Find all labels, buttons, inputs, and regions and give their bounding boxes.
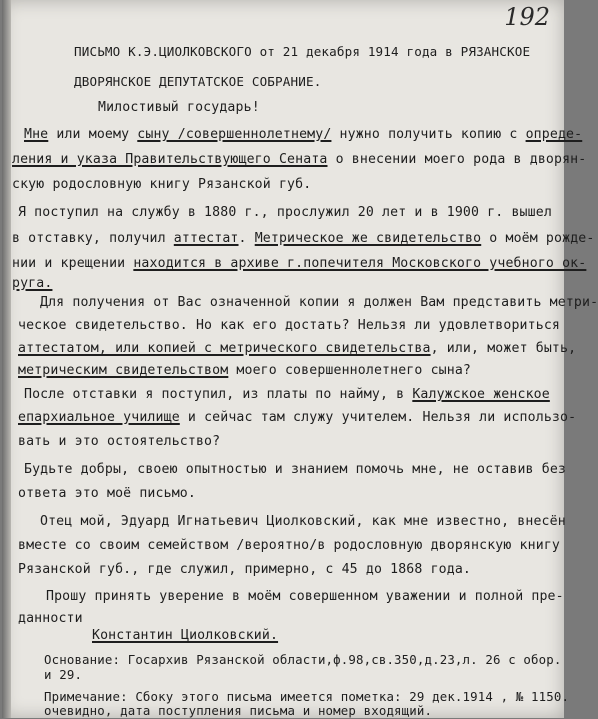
paragraph-5-line-2: ответа это моё письмо. bbox=[18, 486, 196, 501]
paragraph-3-line-4: метрическим свидетельством моего совершеннолетнего сына? bbox=[18, 363, 472, 378]
archive-basis-line-1: Основание: Госархив Рязанской области,ф.98,св.350,д.23,л. 26 с обор. bbox=[44, 652, 562, 667]
paragraph-7-line-1: Прошу принять уверение в моём совершенном уважении и полной пре- bbox=[46, 589, 564, 604]
paragraph-2-line-3: нии и крещении находится в архиве г.попечителя Московского учебного ок- bbox=[12, 256, 587, 271]
paragraph-3-line-3: аттестатом, или копией с метрического свидетельства, или, может быть, bbox=[18, 341, 577, 356]
paragraph-1-line-2: ления и указа Правительствующего Сената о внесении моего рода в дворян- bbox=[12, 152, 587, 167]
paragraph-6-line-3: Рязанской губ., где служил, примерно, с 45 до 1868 года. bbox=[18, 562, 472, 577]
paragraph-4-line-1: После отставки я поступил, из платы по найму, в Калужское женское bbox=[24, 387, 550, 402]
paragraph-5-line-1: Будьте добры, своею опытностью и знанием помочь мне, не оставив без bbox=[24, 462, 566, 477]
note-line-1: Примечание: Сбоку этого письма имеется пометка: 29 дек.1914 , № 1150. bbox=[44, 689, 570, 704]
salutation: Милостивый государь! bbox=[98, 100, 260, 115]
paragraph-4-line-2: епархиальное училище и сейчас там служу учителем. Нельзя ли использо- bbox=[18, 410, 577, 425]
page-binding-edge bbox=[2, 0, 11, 718]
paragraph-7-line-2: данности bbox=[18, 611, 83, 626]
paragraph-2-line-1: Я поступил на службу в 1880 г., прослужил 20 лет и в 1900 г. вышел bbox=[18, 205, 552, 220]
paragraph-2-line-4: руга. bbox=[12, 276, 53, 291]
document-title-line-1: ПИСЬМО К.Э.ЦИОЛКОВСКОГО от 21 декабря 1914 года в РЯЗАНСКОЕ bbox=[74, 44, 531, 59]
paragraph-1-line-1: Мне или моему сыну /совершеннолетнему/ нужно получить копию с опреде- bbox=[24, 127, 583, 142]
page-number: 192 bbox=[504, 3, 550, 31]
paragraph-6-line-2: вместе со своим семейством /вероятно/в родословную дворянскую книгу bbox=[18, 538, 560, 553]
paragraph-2-line-2: в отставку, получил аттестат. Метрическое же свидетельство о моём рожде- bbox=[12, 231, 595, 246]
paragraph-3-line-2: ческое свидетельство. Но как его достать? Нельзя ли удовлетвориться bbox=[18, 318, 560, 333]
document-title-line-2: ДВОРЯНСКОЕ ДЕПУТАТСКОЕ СОБРАНИЕ. bbox=[74, 74, 322, 89]
archive-basis-line-2: и 29. bbox=[44, 667, 83, 682]
paragraph-3-line-1: Для получения от Вас означенной копии я должен Вам представить метри- bbox=[40, 295, 598, 310]
note-line-2: очевидно, дата поступления письма и номер входящий. bbox=[44, 703, 433, 718]
archival-document-page bbox=[2, 0, 598, 718]
paragraph-4-line-3: вать и это остоятельство? bbox=[18, 434, 221, 449]
paragraph-6-line-1: Отец мой, Эдуард Игнатьевич Циолковский, как мне известно, внесён bbox=[40, 514, 566, 529]
paragraph-1-line-3: скую родословную книгу Рязанской губ. bbox=[12, 177, 312, 192]
signature: Константин Циолковский. bbox=[92, 628, 279, 643]
